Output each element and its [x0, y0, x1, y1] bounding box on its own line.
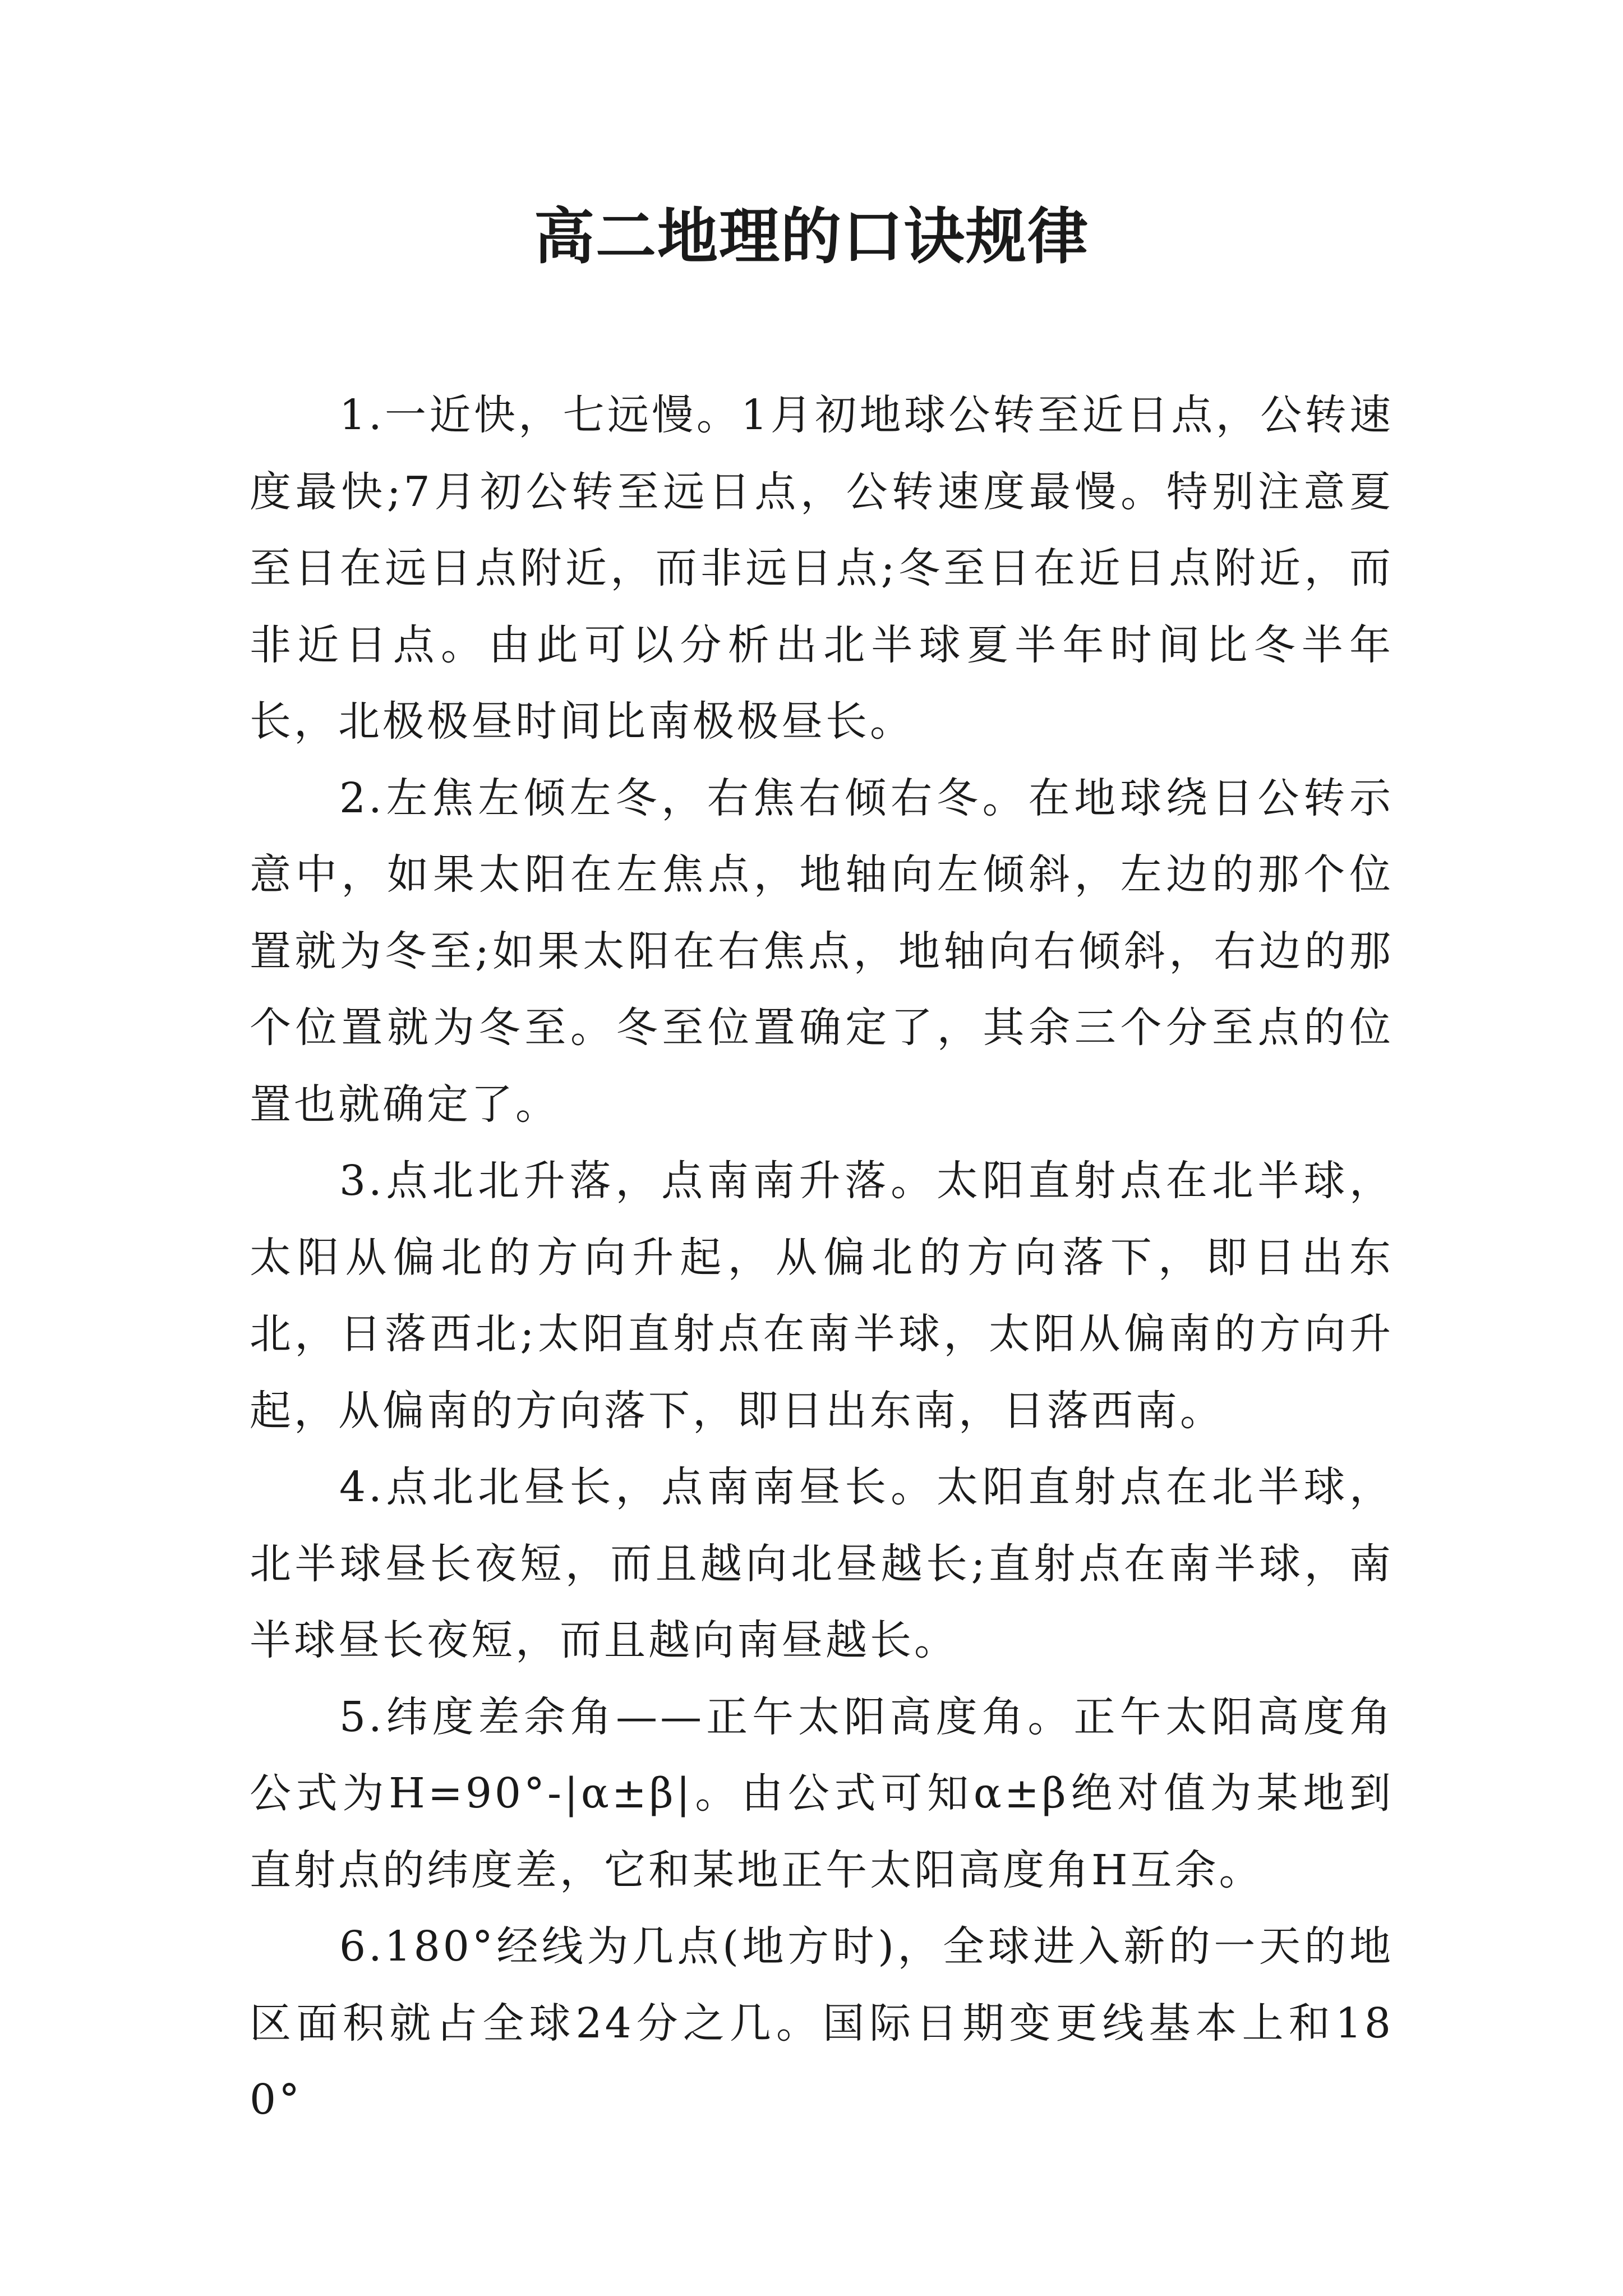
- paragraph-5: 5.纬度差余角——正午太阳高度角。正午太阳高度角公式为H=90°-|α±β|。由公式可知α±β绝对值为某地到直射点的纬度差，它和某地正午太阳高度角H互余。: [250, 1692, 1394, 1894]
- document-body: [250, 377, 1394, 2138]
- paragraph-6: 6.180°经线为几点(地方时)，全球进入新的一天的地区面积就占全球24分之几。国际日期变更线基本上和180°: [250, 1922, 1394, 2124]
- paragraph-3: 3.点北北升落，点南南升落。太阳直射点在北半球，太阳从偏北的方向升起，从偏北的方向落下，即日出东北，日落西北;太阳直射点在南半球，太阳从偏南的方向升起，从偏南的方向落下，即日出东南，日落西南。: [250, 1157, 1394, 1435]
- paragraph-2: 2.左焦左倾左冬，右焦右倾右冬。在地球绕日公转示意中，如果太阳在左焦点，地轴向左倾斜，左边的那个位置就为冬至;如果太阳在右焦点，地轴向右倾斜，右边的那个位置就为冬至。冬至位置确定了，其余三个分至点的位置也就确定了。: [250, 774, 1394, 1129]
- paragraph-4: 4.点北北昼长，点南南昼长。太阳直射点在北半球，北半球昼长夜短，而且越向北昼越长;直射点在南半球，南半球昼长夜短，而且越向南昼越长。: [250, 1463, 1394, 1664]
- document-title: 高二地理的口诀规律: [533, 201, 1089, 272]
- paragraph-1: 1.一近快，七远慢。1月初地球公转至近日点，公转速度最快;7月初公转至远日点，公转速度最慢。特别注意夏至日在远日点附近，而非远日点;冬至日在近日点附近，而非近日点。由此可以分析出北半球夏半年时间比冬半年长，北极极昼时间比南极极昼长。: [250, 391, 1394, 746]
